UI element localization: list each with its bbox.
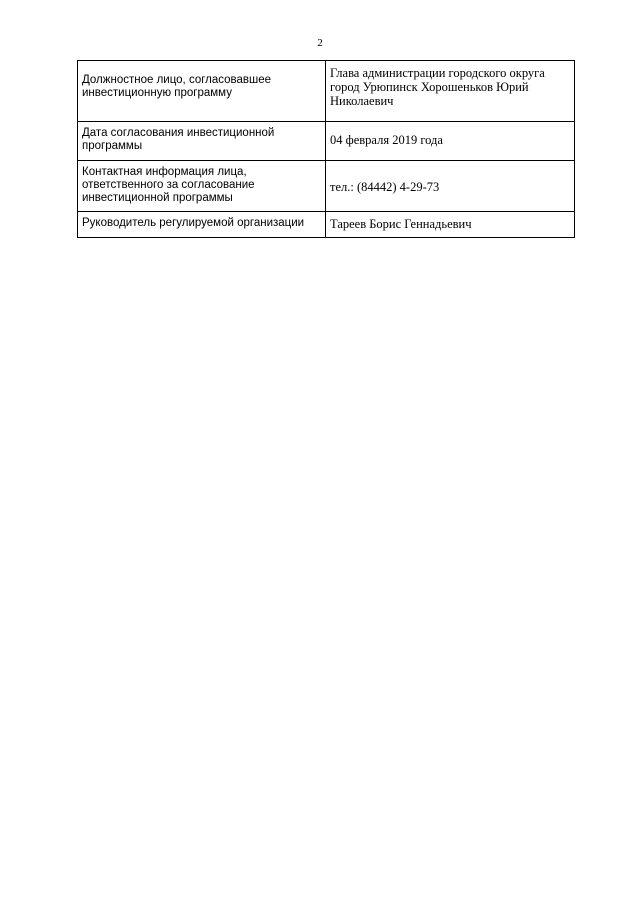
cell-text: 04 февраля 2019 года xyxy=(330,133,443,147)
table-row xyxy=(78,161,575,212)
approval-date-label xyxy=(78,122,326,161)
table-row xyxy=(78,212,575,238)
table-row xyxy=(78,61,575,122)
table-row xyxy=(78,122,575,161)
contact-info-label xyxy=(78,161,326,212)
approving-official-value xyxy=(326,61,575,122)
cell-text: Контактная информация лица, ответственного за согласование инвестиционной программы xyxy=(82,166,255,204)
approval-date-value xyxy=(326,122,575,161)
cell-text: Глава администрации городского округа город Урюпинск Хорошеньков Юрий Николаевич xyxy=(330,66,545,108)
organization-head-value xyxy=(326,212,575,238)
contact-info-value xyxy=(326,161,575,212)
cell-text: Дата согласования инвестиционной программы xyxy=(82,127,275,152)
organization-head-label xyxy=(78,212,326,238)
approval-info-table xyxy=(77,60,575,238)
cell-text: тел.: (84442) 4-29-73 xyxy=(330,180,440,194)
page-number: 2 xyxy=(317,37,323,49)
cell-text: Должностное лицо, согласовавшее инвестиционную программу xyxy=(82,74,272,99)
cell-text: Руководитель регулируемой организации xyxy=(82,217,305,229)
cell-text: Тареев Борис Геннадьевич xyxy=(330,217,472,231)
approving-official-label xyxy=(78,61,326,122)
